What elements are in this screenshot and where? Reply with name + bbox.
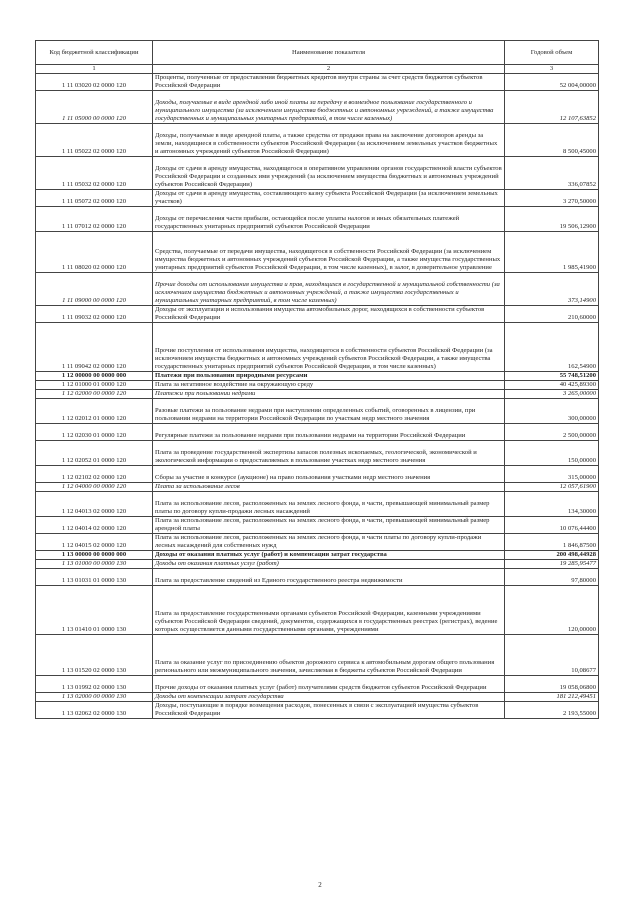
row-name: Средства, получаемые от передачи имущества, находящегося в собственности Российской Федерации (за исключением имущества бюджетных и автономных учреждений субъектов Российской Федерации, а также имущества государственных унитарных предприятий субъектов Российской Федерации, в том числе казенных), в залог, в доверительное управление xyxy=(153,232,505,273)
row-value: 19 506,12900 xyxy=(505,207,599,232)
row-name: Платежи при пользовании недрами xyxy=(153,390,505,399)
row-code: 1 11 05072 02 0000 120 xyxy=(36,190,153,207)
row-name: Сборы за участие в конкурсе (аукционе) на право пользования участками недр местного значения xyxy=(153,466,505,483)
row-name: Прочие поступления от использования имущества, находящегося в собственности субъектов Российской Федерации (за исключением имущества бюджетных и автономных учреждений субъектов Российской Федерации, а также имущества государственных унитарных предприятий субъектов Российской Федерации, в том числе казенных) xyxy=(153,323,505,372)
row-name: Доходы, получаемые в виде арендной платы, а также средства от продажи права на заключение договоров аренды за земли, находящиеся в собственности субъектов Российской Федерации (за исключением земельных участков бюджетных и автономных учреждений субъектов Российской Федерации) xyxy=(153,124,505,157)
row-code: 1 11 03020 02 0000 120 xyxy=(36,74,153,91)
table-row xyxy=(36,381,599,390)
row-name: Доходы от компенсации затрат государства xyxy=(153,693,505,702)
table-body xyxy=(36,74,599,719)
row-code: 1 13 00000 00 0000 000 xyxy=(36,551,153,560)
table-row xyxy=(36,534,599,551)
table-row xyxy=(36,157,599,190)
table-row xyxy=(36,232,599,273)
row-code: 1 12 01000 01 0000 120 xyxy=(36,381,153,390)
row-name: Доходы от сдачи в аренду имущества, находящегося в оперативном управлении органов государственной власти субъектов Российской Федерации и созданных ими учреждений (за исключением имущества бюджетных и автономных учреждений субъектов Российской Федерации) xyxy=(153,157,505,190)
row-code: 1 13 02062 02 0000 130 xyxy=(36,702,153,719)
table-row xyxy=(36,466,599,483)
table-row xyxy=(36,483,599,492)
page-number: 2 xyxy=(318,881,322,889)
table-row xyxy=(36,586,599,635)
row-value: 373,14900 xyxy=(505,273,599,306)
row-name: Доходы от эксплуатации и использования имущества автомобильных дорог, находящихся в собственности субъектов Российской Федерации xyxy=(153,306,505,323)
row-name: Плата за предоставление государственными органами субъектов Российской Федерации, казенными учреждениями субъектов Российской Федерации сведений, документов, содержащихся в государственных реестрах (регистрах), ведение которых осуществляется данными государственными органами, учреждениями xyxy=(153,586,505,635)
header-value: Годовой объем xyxy=(505,41,599,65)
row-value: 19 058,06800 xyxy=(505,676,599,693)
row-value: 55 748,51200 xyxy=(505,372,599,381)
row-name: Плата за использование лесов xyxy=(153,483,505,492)
header-name: Наименование показателя xyxy=(153,41,505,65)
row-value: 1 985,41900 xyxy=(505,232,599,273)
row-code: 1 13 01992 02 0000 130 xyxy=(36,676,153,693)
row-name: Доходы от перечисления части прибыли, остающейся после уплаты налогов и иных обязательных платежей государственных унитарных предприятий субъектов Российской Федерации xyxy=(153,207,505,232)
header-index-3: 3 xyxy=(505,65,599,74)
row-name: Доходы, поступающие в порядке возмещения расходов, понесенных в связи с эксплуатацией имущества субъектов Российской Федерации xyxy=(153,702,505,719)
row-value: 52 004,00000 xyxy=(505,74,599,91)
table-row xyxy=(36,323,599,372)
row-name: Плата за проведение государственной экспертизы запасов полезных ископаемых, геологической, экономической и экологической информации о предоставляемых в пользование участках недр местного значения xyxy=(153,441,505,466)
row-code: 1 12 02102 02 0000 120 xyxy=(36,466,153,483)
row-value: 12 107,63852 xyxy=(505,91,599,124)
table-row xyxy=(36,372,599,381)
table-row xyxy=(36,124,599,157)
row-value: 12 057,61900 xyxy=(505,483,599,492)
row-code: 1 11 07012 02 0000 120 xyxy=(36,207,153,232)
row-value: 2 500,00000 xyxy=(505,424,599,441)
row-code: 1 12 04013 02 0000 120 xyxy=(36,492,153,517)
row-code: 1 12 02000 00 0000 120 xyxy=(36,390,153,399)
table-row xyxy=(36,399,599,424)
row-value: 1 846,87500 xyxy=(505,534,599,551)
row-value: 8 500,45000 xyxy=(505,124,599,157)
row-value: 40 425,89300 xyxy=(505,381,599,390)
row-value: 97,80000 xyxy=(505,569,599,586)
row-code: 1 13 01520 02 0000 130 xyxy=(36,635,153,676)
row-code: 1 12 04000 00 0000 120 xyxy=(36,483,153,492)
table-row xyxy=(36,517,599,534)
row-name: Проценты, полученные от предоставления бюджетных кредитов внутри страны за счет средств бюджетов субъектов Российской Федерации xyxy=(153,74,505,91)
table-row xyxy=(36,424,599,441)
row-name: Плата за использование лесов, расположенных на землях лесного фонда, в части, превышающей минимальный размер платы по договору купли-продажи лесных насаждений xyxy=(153,492,505,517)
revenue-table xyxy=(35,40,599,719)
table-row xyxy=(36,207,599,232)
row-value: 120,00000 xyxy=(505,586,599,635)
row-name: Регулярные платежи за пользование недрами при пользовании недрами на территории Российской Федерации xyxy=(153,424,505,441)
row-code: 1 12 00000 00 0000 000 xyxy=(36,372,153,381)
row-code: 1 11 08020 02 0000 120 xyxy=(36,232,153,273)
row-name: Платежи при пользовании природными ресурсами xyxy=(153,372,505,381)
table-row xyxy=(36,569,599,586)
row-value: 181 212,49451 xyxy=(505,693,599,702)
table-row xyxy=(36,676,599,693)
row-code: 1 11 05000 00 0000 120 xyxy=(36,91,153,124)
table-row xyxy=(36,306,599,323)
row-code: 1 12 04015 02 0000 120 xyxy=(36,534,153,551)
table-row xyxy=(36,702,599,719)
row-name: Прочие доходы от использования имущества и прав, находящихся в государственной и муниципальной собственности (за исключением имущества бюджетных и автономных учреждений, а также имущества государственных и муниципальных унитарных предприятий, в том числе казенных) xyxy=(153,273,505,306)
row-code: 1 13 01410 01 0000 130 xyxy=(36,586,153,635)
row-name: Плата за использование лесов, расположенных на землях лесного фонда, в части, превышающей минимальный размер арендной платы xyxy=(153,517,505,534)
table-row xyxy=(36,441,599,466)
header-index-2: 2 xyxy=(153,65,505,74)
row-code: 1 12 04014 02 0000 120 xyxy=(36,517,153,534)
row-value: 210,60000 xyxy=(505,306,599,323)
row-value: 162,54900 xyxy=(505,323,599,372)
row-name: Доходы от оказания платных услуг (работ) xyxy=(153,560,505,569)
row-value: 19 285,95477 xyxy=(505,560,599,569)
row-value: 10 076,44400 xyxy=(505,517,599,534)
table-row xyxy=(36,91,599,124)
row-value: 2 193,55000 xyxy=(505,702,599,719)
revenue-table-page xyxy=(35,40,598,719)
row-code: 1 12 02012 01 0000 120 xyxy=(36,399,153,424)
table-row xyxy=(36,560,599,569)
row-value: 3 270,50000 xyxy=(505,190,599,207)
row-name: Разовые платежи за пользование недрами при наступлении определенных событий, оговоренных в лицензии, при пользовании недрами на территории Российской Федерации по участкам недр местного значения xyxy=(153,399,505,424)
table-row xyxy=(36,551,599,560)
row-code: 1 13 02000 00 0000 130 xyxy=(36,693,153,702)
row-code: 1 11 05022 02 0000 120 xyxy=(36,124,153,157)
row-code: 1 13 01000 00 0000 130 xyxy=(36,560,153,569)
table-row xyxy=(36,273,599,306)
row-code: 1 12 02052 01 0000 120 xyxy=(36,441,153,466)
table-row xyxy=(36,492,599,517)
header-code: Код бюджетной классификации xyxy=(36,41,153,65)
row-name: Доходы от оказания платных услуг (работ) и компенсации затрат государства xyxy=(153,551,505,560)
table-row xyxy=(36,390,599,399)
row-name: Доходы, получаемые в виде арендной либо иной платы за передачу в возмездное пользование государственного и муниципального имущества (за исключением имущества бюджетных и автономных учреждений, а также имущества государственных и муниципальных унитарных предприятий, в том числе казенных) xyxy=(153,91,505,124)
row-value: 150,00000 xyxy=(505,441,599,466)
row-value: 336,07852 xyxy=(505,157,599,190)
row-code: 1 11 09032 02 0000 120 xyxy=(36,306,153,323)
row-value: 300,00000 xyxy=(505,399,599,424)
row-name: Плата за негативное воздействие на окружающую среду xyxy=(153,381,505,390)
row-value: 315,00000 xyxy=(505,466,599,483)
row-value: 10,08677 xyxy=(505,635,599,676)
row-code: 1 12 02030 01 0000 120 xyxy=(36,424,153,441)
header-index-1: 1 xyxy=(36,65,153,74)
row-value: 134,30000 xyxy=(505,492,599,517)
table-row xyxy=(36,635,599,676)
table-row xyxy=(36,190,599,207)
row-name: Доходы от сдачи в аренду имущества, составляющего казну субъекта Российской Федерации (за исключением земельных участков) xyxy=(153,190,505,207)
row-name: Плата за использование лесов, расположенных на землях лесного фонда, в части платы по договору купли-продажи лесных насаждений для собственных нужд xyxy=(153,534,505,551)
row-code: 1 11 09042 02 0000 120 xyxy=(36,323,153,372)
row-name: Плата за оказание услуг по присоединению объектов дорожного сервиса к автомобильным дорогам общего пользования регионального или межмуниципального значения, зачисляемая в бюджеты субъектов Российской Федерации xyxy=(153,635,505,676)
row-code: 1 13 01031 01 0000 130 xyxy=(36,569,153,586)
row-value: 200 498,44928 xyxy=(505,551,599,560)
row-code: 1 11 09000 00 0000 120 xyxy=(36,273,153,306)
row-code: 1 11 05032 02 0000 120 xyxy=(36,157,153,190)
row-value: 3 265,00000 xyxy=(505,390,599,399)
row-name: Прочие доходы от оказания платных услуг (работ) получателями средств бюджетов субъектов Российской Федерации xyxy=(153,676,505,693)
table-row xyxy=(36,693,599,702)
table-row xyxy=(36,74,599,91)
row-name: Плата за предоставление сведений из Единого государственного реестра недвижимости xyxy=(153,569,505,586)
